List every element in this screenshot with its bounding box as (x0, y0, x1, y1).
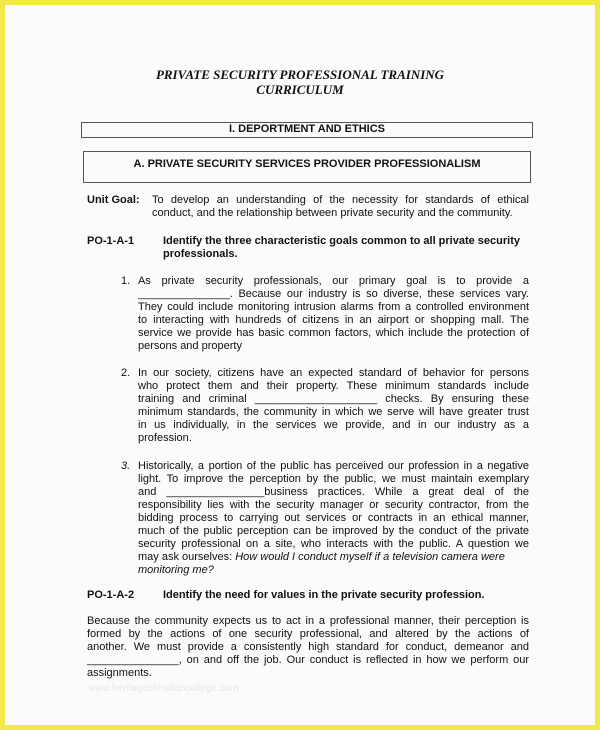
watermark: www.heritagechristiancollege.com (88, 683, 239, 694)
item3-line: responsibility lies with the security manager or security contractor, from the (138, 499, 529, 511)
unit-goal-line1: To develop an understanding of the necessity for standards of ethical (152, 194, 529, 206)
item2-line: who protect them and their property. These minimum standards include (138, 380, 529, 392)
unit-goal-line2: conduct, and the relationship between private security and the community. (152, 207, 513, 219)
item3-line: bidding process to carrying out services or contracts in an ethical manner, (138, 512, 529, 524)
po2-code: PO-1-A-2 (87, 589, 135, 601)
item1-line: _______________. Because our industry is so diverse, these services vary. (138, 288, 529, 300)
closing-line: another. We must provide a consistently high standard for conduct, demeanor and (87, 641, 529, 653)
item3-line: light. To improve the perception by the public, we must maintain exemplary (138, 473, 529, 485)
section-header: I. DEPORTMENT AND ETHICS (81, 122, 533, 138)
item3-number: 3. (121, 460, 131, 472)
subsection-header: A. PRIVATE SECURITY SERVICES PROVIDER PROFESSIONALISM (83, 151, 531, 183)
po1-code: PO-1-A-1 (87, 235, 135, 247)
document-title-line2: CURRICULUM (256, 82, 344, 97)
item2-line: training and criminal ____________________ checks. By ensuring these (138, 393, 529, 405)
item1-line: They could include monitoring intrusion alarms from a controlled environment (138, 301, 529, 313)
item1-line: As private security professionals, our primary goal is to provide a (138, 275, 529, 287)
item3-line: and ________________business practices. While a great deal of the (138, 486, 529, 498)
item2-line: minimum standards, the community in which we serve will have greater trust (138, 406, 529, 418)
item2-line: In our society, citizens have an expected standard of behavior for persons (138, 367, 529, 379)
item1-line: to interacting with hundreds of citizens in an airport or shopping mall. The (138, 314, 529, 326)
item3-line: Historically, a portion of the public has perceived our profession in a negative (138, 460, 529, 472)
item1-line: persons and property (138, 340, 242, 352)
item2-line: in us individually, in the services we provide, and in our industry as a (138, 419, 529, 431)
closing-line: Because the community expects us to act in a professional manner, their perception is (87, 615, 529, 627)
document-page (5, 5, 595, 725)
po1-line1: Identify the three characteristic goals common to all private security (163, 235, 521, 247)
item2-number: 2. (121, 367, 131, 379)
item3-line8 (138, 551, 505, 564)
item3-line: much of the public perception can be improved by the conduct of the private (138, 525, 529, 537)
item3-line8-italic: How would I conduct myself if a television camera were (235, 551, 505, 563)
item2-line: profession. (138, 432, 192, 444)
po1-line2: professionals. (163, 248, 238, 260)
item1-line: service we provide has basic common factors, which include the protection of (138, 327, 529, 339)
item1-number: 1. (121, 275, 131, 287)
closing-line: formed by the actions of one security professional, and altered by the actions of (87, 628, 529, 640)
closing-line: _______________, on and off the job. Our conduct is reflected in how we perform our (87, 654, 529, 666)
unit-goal-label: Unit Goal: (87, 194, 140, 206)
document-title-line1: PRIVATE SECURITY PROFESSIONAL TRAINING (155, 67, 445, 82)
item3-line9: monitoring me? (138, 564, 214, 576)
item3-line8-plain: may ask ourselves: (138, 551, 236, 563)
closing-line: assignments. (87, 667, 152, 679)
po2-text: Identify the need for values in the private security profession. (163, 589, 485, 601)
item3-line: security professional on a site, who interacts with the public. A question we (138, 538, 529, 550)
